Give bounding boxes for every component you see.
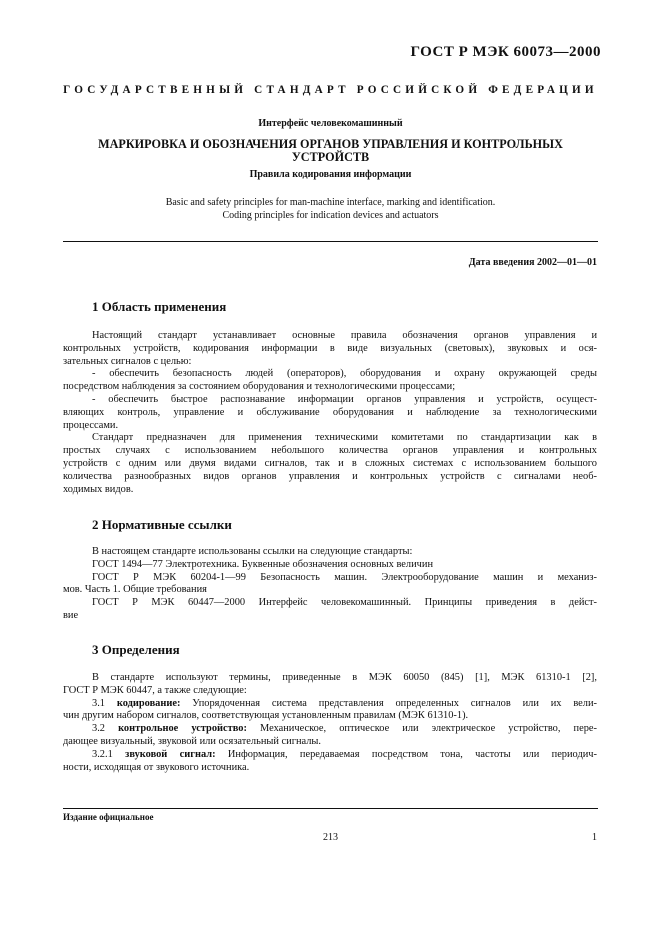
text-line: ходимых видов. — [63, 483, 134, 495]
main-title-line: УСТРОЙСТВ — [291, 150, 370, 164]
definition-number: 3.2.1 — [92, 748, 113, 760]
definition-text: Упорядоченная система представления определенных сигналов или их вели- — [192, 697, 597, 709]
text-line: процессами. — [63, 419, 119, 431]
edition-label: Издание официальное — [63, 812, 154, 822]
definition-term: контрольное устройство: — [118, 723, 247, 735]
title-divider — [63, 241, 598, 242]
text-line: ГОСТ Р МЭК 60447, а также следующие: — [63, 684, 247, 696]
definition-text: Информация, передаваемая посредством тона, частоты или периодич- — [227, 748, 597, 760]
text-line: В стандарте используют термины, приведенные в МЭК 60050 (845) [1], МЭК 61310-1 [2], — [92, 672, 597, 683]
sheet-number: 1 — [592, 832, 597, 843]
definition-term: кодирование: — [116, 697, 181, 709]
text-line: посредством наблюдения за состоянием оборудования и технологическими процессами; — [63, 381, 456, 393]
section-body — [63, 672, 597, 774]
english-title-line: Coding principles for indication devices and actuators — [222, 210, 439, 221]
footer-divider — [63, 808, 598, 809]
section-heading: 3 Определения — [92, 642, 180, 657]
title-subtitle: Интерфейс человекомашинный — [258, 118, 403, 129]
section-heading: 2 Нормативные ссылки — [92, 517, 232, 532]
section-body — [63, 330, 597, 496]
state-standard-banner: ГОСУДАРСТВЕННЫЙ СТАНДАРТ РОССИЙСКОЙ ФЕДЕРАЦИИ — [63, 84, 598, 96]
definition-line — [63, 698, 597, 711]
text-line: В настоящем стандарте использованы ссылки на следующие стандарты: — [92, 546, 413, 557]
text-line: ГОСТ Р МЭК 60204-1—99 Безопасность машин. Электрооборудование машин и механиз- — [92, 571, 597, 583]
text-line: устройств с одним или двумя видами сигналов, так и в сложных системах с использованием большого — [63, 457, 597, 469]
text-line: - обеспечить быстрое распознавание информации органов управления и устройств, осущест- — [92, 393, 597, 405]
title-subtitle-secondary: Правила кодирования информации — [249, 169, 412, 180]
english-title — [60, 196, 601, 222]
main-title — [90, 138, 571, 164]
document-code: ГОСТ Р МЭК 60073—2000 — [410, 44, 601, 60]
text-line: ности, исходящая от звукового источника. — [63, 761, 250, 773]
text-line: Настоящий стандарт устанавливает основные правила обозначения органов управления и — [92, 330, 597, 341]
text-line: простых случаях с использованием небольшого количества органов управления и контрольных — [63, 445, 597, 457]
definition-line — [63, 749, 597, 762]
text-line: количества разнообразных видов органов управления и контрольных устройств с сигналами необ- — [63, 470, 597, 482]
text-line: контрольных устройств, кодирования информации в виде визуальных (световых), звуковых и ося- — [63, 342, 597, 354]
text-line: - обеспечить безопасность людей (операторов), оборудования и охрану окружающей среды — [92, 368, 597, 380]
text-line: мов. Часть 1. Общие требования — [63, 584, 207, 596]
introduction-date: Дата введения 2002—01—01 — [468, 257, 597, 268]
definition-number: 3.1 — [92, 697, 105, 709]
page-number: 213 — [323, 832, 338, 843]
text-line: чин другим набором сигналов, соответствующая установленным правилам (МЭК 61310-1). — [63, 710, 469, 722]
text-line: дающее визуальный, звуковой или осязательный сигналы. — [63, 735, 322, 747]
text-line: вляющих контроль, управление и обслуживание оборудования и наблюдение за технологическими — [63, 406, 597, 418]
definition-term: звуковой сигнал: — [125, 748, 216, 760]
definition-number: 3.2 — [92, 723, 105, 735]
text-line: вие — [63, 609, 79, 621]
section-body — [63, 546, 597, 623]
text-line: зательных сигналов с целью: — [63, 355, 192, 367]
definition-text: Механическое, оптическое или электрическое устройство, пере- — [260, 723, 597, 735]
english-title-line: Basic and safety principles for man-machine interface, marking and identification. — [165, 197, 496, 208]
main-title-line: МАРКИРОВКА И ОБОЗНАЧЕНИЯ ОРГАНОВ УПРАВЛЕНИЯ И КОНТРОЛЬНЫХ — [98, 137, 563, 151]
definition-line — [63, 723, 597, 736]
text-line: Стандарт предназначен для применения техническими комитетами по стандартизации как в — [92, 432, 597, 444]
section-heading: 1 Область применения — [92, 299, 227, 314]
text-line: ГОСТ 1494—77 Электротехника. Буквенные обозначения основных величин — [92, 558, 434, 570]
text-line: ГОСТ Р МЭК 60447—2000 Интерфейс человекомашинный. Принципы приведения в дейст- — [92, 597, 597, 609]
